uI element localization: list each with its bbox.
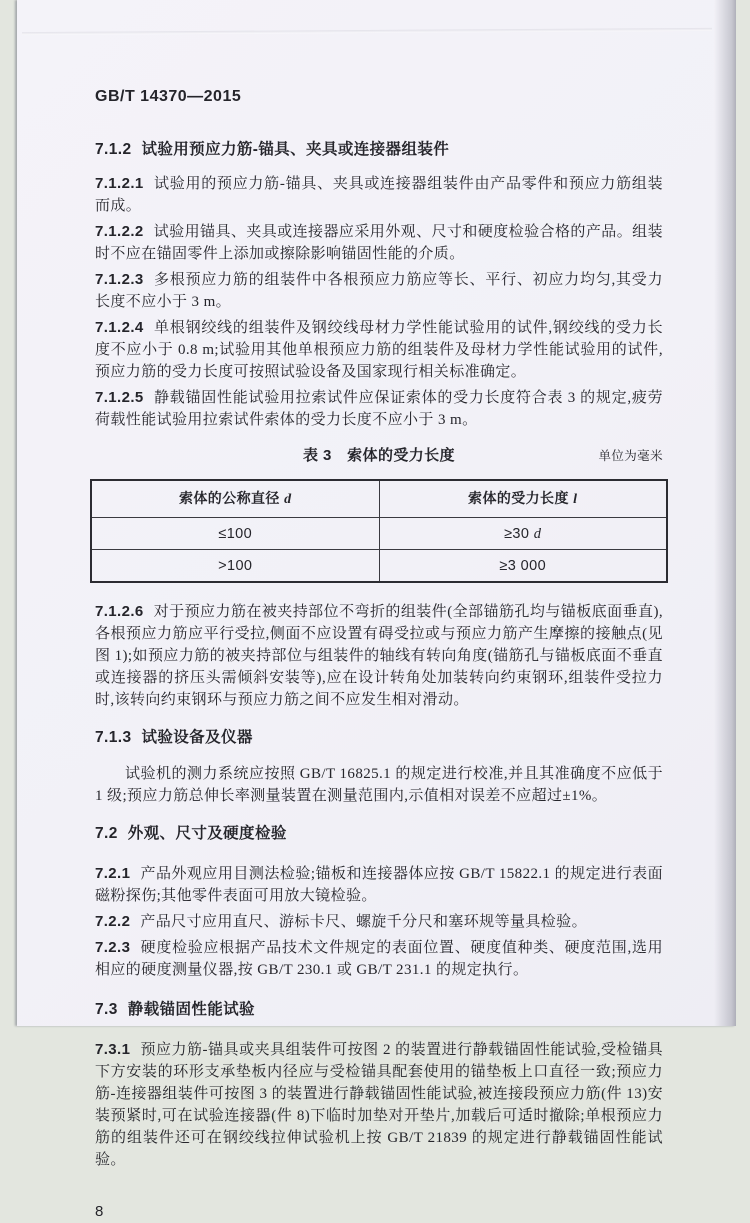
clause-7-1-2-1 — [95, 173, 663, 217]
clause-number: 7.2.3 — [95, 939, 131, 956]
cell-length-2: ≥3 000 — [379, 550, 667, 583]
scanned-page — [17, 0, 736, 1220]
clause-7-2-2 — [95, 911, 663, 933]
clause-7-1-2-5 — [95, 387, 663, 431]
clause-number: 7.1.2.2 — [95, 223, 144, 240]
section-heading-7-1-3 — [95, 727, 663, 749]
clause-number: 7.1.2.1 — [95, 175, 144, 192]
variable-d: d — [533, 525, 542, 542]
clause-7-2-1 — [95, 863, 663, 907]
page-curl-shadow — [714, 0, 736, 1026]
clause-7-2-3 — [95, 937, 663, 981]
clause-number: 7.1.2.3 — [95, 271, 144, 288]
paper-crease — [22, 28, 712, 35]
cell-diameter-2: >100 — [91, 550, 379, 583]
table-row — [91, 518, 667, 550]
standard-number: GB/T 14370—2015 — [95, 88, 242, 105]
section-title: 试验设备及仪器 — [141, 729, 253, 746]
clause-text: 单根钢绞线的组装件及钢绞线母材力学性能试验用的试件,钢绞线的受力长度不应小于 0.8 m;试验用其他单根预应力筋的组装件及母材力学性能试验用的试件,预应力筋的受力长度可按照试验设备及国家现行相关标准确定。 — [95, 320, 663, 380]
table-row — [91, 550, 667, 583]
table-caption-row — [95, 445, 663, 467]
table-caption: 表 3 索体的受力长度 — [303, 447, 455, 464]
section-heading-7-1-2 — [95, 139, 663, 161]
section-number: 7.1.3 — [95, 729, 132, 746]
page-content — [95, 86, 663, 1223]
clause-text: 预应力筋-锚具或夹具组装件可按图 2 的装置进行静载锚固性能试验,受检锚具下方安装的环形支承垫板内径应与受检锚具配套使用的锚垫板上口直径一致;预应力筋-连接器组装件可按图 3 的装置进行静载锚固性能试验,被连接段预应力筋(件 13)安装预紧时,可在试验连接器(件 8)下临时加垫对开垫片,加载后可适时撤除;单根预应力筋的组装件还可在钢绞线拉伸试验机上按 GB/T 21839 的规定进行静载锚固性能试验。 — [95, 1042, 663, 1168]
clause-text: 多根预应力筋的组装件中各根预应力筋应等长、平行、初应力均匀,其受力长度不应小于 3 m。 — [95, 272, 663, 310]
clause-text: 静载锚固性能试验用拉索试件应保证索体的受力长度符合表 3 的规定,疲劳荷载性能试验用拉索试件索体的受力长度不应小于 3 m。 — [95, 390, 663, 428]
section-heading-7-3 — [95, 999, 663, 1021]
paragraph-7-1-3: 试验机的测力系统应按照 GB/T 16825.1 的规定进行校准,并且其准确度不应低于 1 级;预应力筋总伸长率测量装置在测量范围内,示值相对误差不应超过±1%。 — [95, 766, 663, 804]
clause-number: 7.1.2.4 — [95, 319, 144, 336]
clause-7-1-2-2 — [95, 221, 663, 265]
clause-number: 7.3.1 — [95, 1041, 131, 1058]
table-header-diameter: 索体的公称直径 d — [91, 480, 379, 518]
section-title: 试验用预应力筋-锚具、夹具或连接器组装件 — [141, 141, 450, 158]
clause-text: 产品尺寸应用直尺、游标卡尺、螺旋千分尺和塞环规等量具检验。 — [140, 914, 587, 930]
clause-text: 试验用的预应力筋-锚具、夹具或连接器组装件由产品零件和预应力筋组装而成。 — [95, 176, 663, 214]
cell-length-1: ≥30 d — [379, 518, 667, 550]
variable-d: d — [284, 492, 292, 507]
cell-diameter-1: ≤100 — [91, 518, 379, 550]
table-3-cable-force-length — [90, 479, 668, 583]
variable-l: l — [573, 492, 578, 507]
clause-7-3-1 — [95, 1039, 663, 1171]
clause-text: 试验用锚具、夹具或连接器应采用外观、尺寸和硬度检验合格的产品。组装时不应在锚固零件上添加或擦除影响锚固性能的介质。 — [95, 224, 663, 262]
clause-7-1-2-3 — [95, 269, 663, 313]
clause-number: 7.1.2.5 — [95, 389, 144, 406]
table-header-row — [91, 480, 667, 518]
table-unit-note: 单位为毫米 — [598, 449, 663, 463]
clause-text: 硬度检验应根据产品技术文件规定的表面位置、硬度值种类、硬度范围,选用相应的硬度测量仪器,按 GB/T 230.1 或 GB/T 231.1 的规定执行。 — [95, 940, 663, 978]
section-number: 7.1.2 — [95, 141, 132, 158]
section-number: 7.3 — [95, 1001, 118, 1018]
section-number: 7.2 — [95, 825, 118, 842]
clause-number: 7.2.1 — [95, 865, 131, 882]
page-number: 8 — [95, 1203, 104, 1220]
clause-number: 7.1.2.6 — [95, 603, 144, 620]
section-title: 静载锚固性能试验 — [127, 1001, 255, 1018]
section-heading-7-2 — [95, 823, 663, 845]
clause-7-1-2-4 — [95, 317, 663, 383]
section-title: 外观、尺寸及硬度检验 — [127, 825, 287, 842]
clause-7-1-2-6 — [95, 601, 663, 711]
clause-number: 7.2.2 — [95, 913, 131, 930]
clause-text: 产品外观应用目测法检验;锚板和连接器体应按 GB/T 15822.1 的规定进行表面磁粉探伤;其他零件表面可用放大镜检验。 — [95, 866, 663, 904]
table-header-length: 索体的受力长度 l — [379, 480, 667, 518]
clause-text: 对于预应力筋在被夹持部位不弯折的组装件(全部锚筋孔均与锚板底面垂直),各根预应力筋应平行受拉,侧面不应设置有碍受拉或与预应力筋产生摩擦的接触点(见图 1);如预应力筋的被夹持部位与组装件的轴线有转向角度(锚筋孔与锚板底面不垂直或连接器的挤压头需倾斜安装等),应在设计转角处加装转向约束钢环,组装件受拉力时,该转向约束钢环与预应力筋之间不应发生相对滑动。 — [95, 604, 663, 708]
